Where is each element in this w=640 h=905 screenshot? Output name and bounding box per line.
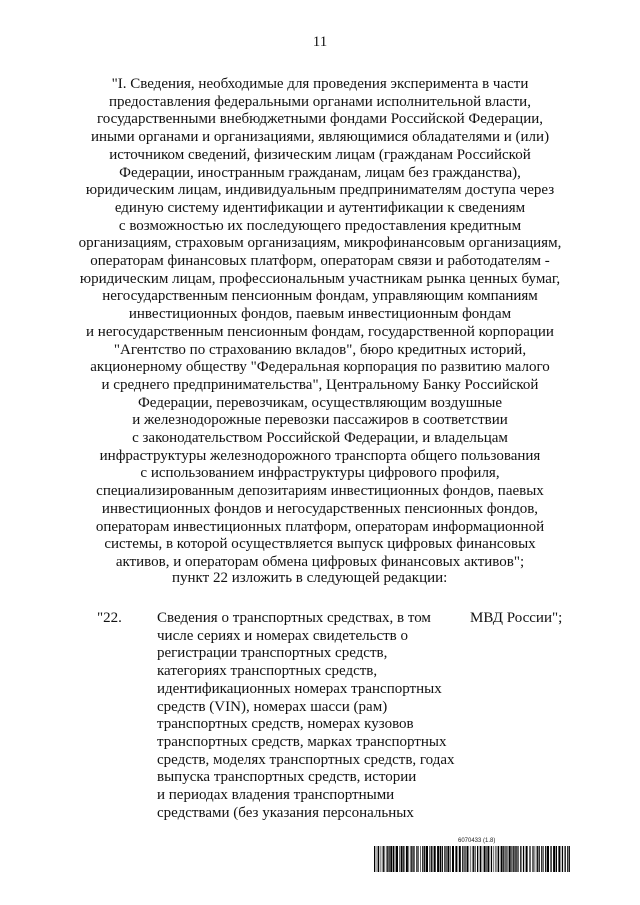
heading-line: единую систему идентификации и аутентификации к сведениям — [114, 199, 526, 216]
heading-line: инвестиционных фондов и негосударственных пенсионных фондов, — [101, 500, 539, 517]
heading-line: с возможностью их последующего предоставления кредитным — [118, 217, 522, 234]
page-number: 11 — [312, 34, 328, 50]
heading-line: юридическим лицам, индивидуальным предпринимателям доступа через — [85, 182, 555, 199]
heading-line: и железнодорожные перевозки пассажиров в соответствии — [132, 412, 508, 429]
row-agency: МВД России"; — [470, 610, 563, 626]
description-line: средств, моделях транспортных средств, годах — [157, 751, 455, 768]
heading-line: "I. Сведения, необходимые для проведения эксперимента в части — [111, 76, 529, 92]
heading-line: с законодательством Российской Федерации, и владельцам — [132, 430, 508, 447]
heading-line: иными органами и организациями, являющимися обладателями и (или) — [90, 129, 550, 146]
row-number: "22. — [97, 610, 122, 626]
row-description — [157, 610, 457, 822]
heading-line: Федерации, перевозчикам, осуществляющим воздушные — [137, 394, 503, 411]
barcode-image — [374, 846, 570, 872]
heading-line: операторам финансовых платформ, операторам связи и работодателям - — [90, 253, 550, 270]
heading-line: и среднего предпринимательства", Центральному Банку Российской — [101, 376, 539, 393]
heading-line: инфраструктуры железнодорожного транспорта общего пользования — [99, 447, 541, 464]
heading-line: источником сведений, физическим лицам (гражданам Российской — [109, 146, 531, 163]
heading-line: организациям, страховым организациям, микрофинансовым организациям, — [78, 235, 562, 252]
description-line: выпуска транспортных средств, истории — [157, 769, 417, 786]
heading-line: негосударственным пенсионным фондам, управляющим компаниям — [102, 288, 538, 305]
description-line: регистрации транспортных средств, — [157, 645, 388, 662]
description-line: категориях транспортных средств, — [157, 663, 378, 680]
heading-line: с использованием инфраструктуры цифрового профиля, — [140, 465, 500, 482]
section-heading — [70, 76, 570, 572]
heading-line: активов, и операторам обмена цифровых финансовых активов"; — [115, 553, 525, 570]
document-code: 6070433 (1.8) — [458, 838, 496, 844]
heading-line: системы, в которой осуществляется выпуск цифровых финансовых — [104, 536, 536, 553]
description-line: и периодах владения транспортными — [157, 787, 395, 804]
heading-line: операторам инвестиционных платформ, операторам информационной — [95, 518, 545, 535]
description-line: средствами (без указания персональных — [157, 804, 414, 821]
heading-line: "Агентство по страхованию вкладов", бюро кредитных историй, — [113, 341, 527, 358]
description-line: транспортных средств, номерах кузовов — [157, 716, 414, 733]
description-line: транспортных средств, марках транспортных — [157, 733, 447, 750]
description-line: Сведения о транспортных средствах, в том — [157, 610, 431, 626]
description-line: идентификационных номерах транспортных — [157, 680, 442, 697]
heading-line: Федерации, иностранным гражданам, лицам без гражданства), — [119, 164, 521, 181]
heading-line: государственными внебюджетными фондами Российской Федерации, — [96, 111, 544, 128]
heading-line: акционерному обществу "Федеральная корпорация по развитию малого — [90, 359, 550, 376]
description-line: средств (VIN), номерах шасси (рам) — [157, 698, 388, 715]
intro-text: пункт 22 изложить в следующей редакции: — [172, 570, 448, 586]
heading-line: специализированным депозитариям инвестиционных фондов, паевых — [96, 483, 544, 500]
heading-line: и негосударственным пенсионным фондам, государственной корпорации — [86, 323, 554, 340]
heading-line: инвестиционных фондов, паевым инвестиционным фондам — [128, 306, 512, 323]
heading-line: предоставления федеральными органами исполнительной власти, — [109, 93, 531, 110]
heading-line: юридическим лицам, профессиональным участникам рынка ценных бумаг, — [79, 270, 561, 287]
description-line: числе сериях и номерах свидетельств о — [157, 627, 409, 644]
